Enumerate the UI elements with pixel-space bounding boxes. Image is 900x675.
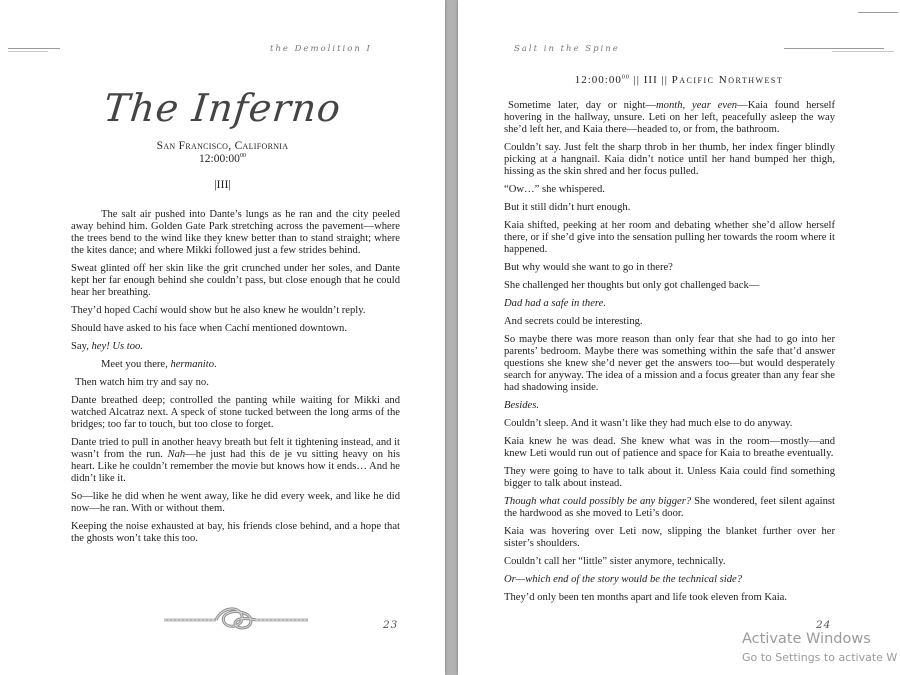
page-number: 23 bbox=[383, 619, 399, 631]
text-run: They’d hoped Cachí would show but he also knew he wouldn’t reply. bbox=[71, 305, 366, 316]
text-run: . bbox=[214, 359, 217, 370]
text-run: —Kaia found herself hovering in the hallway, unsure. Leti on her left, peacefully asleep the way she’d left her, and Kaia there—headed to, or from, the bathroom. bbox=[504, 100, 835, 135]
text-run: —he just had this de je vu sitting heavy on his heart. Like he couldn’t remember the movie but knows how it ends… And he didn’t like it. bbox=[71, 449, 400, 484]
text-run: Kaia knew he was dead. She knew what was in the room—mostly—and knew Leti would run out of patience and space for Kaia to breathe eventually. bbox=[504, 436, 835, 459]
paragraph bbox=[504, 100, 835, 136]
text-run: Then watch him try and say no. bbox=[75, 377, 209, 388]
paragraph bbox=[71, 323, 400, 335]
paragraph bbox=[504, 280, 835, 292]
paragraph bbox=[504, 202, 835, 214]
body-text bbox=[71, 209, 400, 551]
italic-text: month, year even bbox=[656, 100, 738, 111]
paragraph bbox=[504, 400, 835, 412]
paragraph bbox=[504, 298, 835, 310]
scene-part: || III || bbox=[633, 74, 668, 86]
text-run: She wondered, feet silent against the hardwood as she moved to Leti’s door. bbox=[504, 496, 835, 519]
paragraph bbox=[504, 184, 835, 196]
paragraph bbox=[71, 521, 400, 545]
paragraph bbox=[504, 316, 835, 328]
text-run: Keeping the noise exhausted at bay, his friends close behind, and a hope that the ghosts won’t take this too. bbox=[71, 521, 400, 544]
text-run: Kaia was hovering over Leti now, slipping the blanket further over her sister’s shoulders. bbox=[504, 526, 835, 549]
paragraph bbox=[504, 556, 835, 568]
italic-text: hermanito bbox=[170, 359, 214, 370]
text-run: Couldn’t say. Just felt the sharp throb in her thumb, her index finger blindly picking at a hangnail. Kaia didn’t notice until her hand bumped her thigh, hissing as the skin shred and her focus pulled. bbox=[504, 142, 835, 177]
paragraph bbox=[504, 142, 835, 178]
ornament-rule bbox=[784, 48, 884, 49]
text-run: Say, bbox=[71, 341, 92, 352]
ornament-rule bbox=[8, 51, 48, 52]
paragraph bbox=[504, 436, 835, 460]
paragraph bbox=[504, 496, 835, 520]
scene-region: Pacific Northwest bbox=[671, 74, 784, 86]
time-seconds: 00 bbox=[239, 153, 246, 160]
italic-text: hey! Us too. bbox=[91, 341, 143, 352]
text-run: The salt air pushed into Dante’s lungs as he ran and the city peeled away behind him. Golden Gate Park stretching across the pavement—where the trees bend to the wind like they knew better than to stand straight; where the kites dance; and where Mikki followed just a few strides behind. bbox=[71, 209, 400, 256]
text-run: Dante tried to pull in another heavy breath but felt it tightening instead, and it wasn’t from the run. bbox=[71, 437, 400, 460]
text-run: “Ow…” she whispered. bbox=[504, 184, 605, 195]
text-run: So—like he did when he went away, like he did every week, and like he did now—he ran. With or without them. bbox=[71, 491, 400, 514]
text-run: And secrets could be interesting. bbox=[504, 316, 643, 327]
paragraph bbox=[71, 305, 400, 317]
text-run: Dante breathed deep; controlled the panting while waiting for Mikki and watched Alcatraz next. A speck of stone tucked between the long arms of the bridges; too far to touch, but too close to forget. bbox=[71, 395, 400, 430]
body-text bbox=[504, 100, 835, 610]
chapter-location: San Francisco, California bbox=[156, 140, 289, 152]
paragraph bbox=[504, 574, 835, 586]
watermark-title: Activate Windows bbox=[742, 631, 871, 647]
italic-text: Besides. bbox=[504, 400, 540, 411]
text-run: Kaia shifted, peeking at her room and debating whether she’d allow herself there, or if she’d give into the sensation pulling her towards the room where it happened. bbox=[504, 220, 835, 255]
paragraph bbox=[71, 491, 400, 515]
text-run: Sometime later, day or night— bbox=[508, 100, 656, 111]
time-value: 12:00:00 bbox=[199, 153, 240, 165]
italic-text: Or—which end of the story would be the technical side? bbox=[504, 574, 743, 585]
paragraph bbox=[71, 263, 400, 299]
left-page bbox=[0, 0, 445, 675]
text-run: Couldn’t call her “little” sister anymore, technically. bbox=[504, 556, 726, 567]
text-run: But it still didn’t hurt enough. bbox=[504, 202, 631, 213]
paragraph bbox=[504, 334, 835, 394]
paragraph bbox=[71, 395, 400, 431]
rope-knot-ornament bbox=[162, 604, 310, 632]
ornament-rule bbox=[858, 12, 898, 13]
paragraph bbox=[504, 466, 835, 490]
paragraph bbox=[504, 262, 835, 274]
running-head: the Demolition I bbox=[270, 44, 372, 54]
scene-header bbox=[458, 74, 900, 86]
chapter-title: The Inferno bbox=[101, 86, 344, 130]
paragraph bbox=[71, 209, 400, 257]
ornament-rule bbox=[832, 51, 894, 52]
paragraph bbox=[71, 437, 400, 485]
italic-text: Though what could possibly be any bigger? bbox=[504, 496, 692, 507]
text-run: They’d only been ten months apart and life took eleven from Kaia. bbox=[504, 592, 787, 603]
paragraph bbox=[71, 341, 400, 353]
ornament-rule bbox=[8, 48, 60, 49]
paragraph bbox=[71, 377, 400, 389]
paragraph bbox=[504, 220, 835, 256]
scene-time: 12:00:00 bbox=[574, 74, 622, 86]
text-run: They were going to have to talk about it. Unless Kaia could find something bigger to talk about instead. bbox=[504, 466, 835, 489]
paragraph bbox=[504, 418, 835, 430]
running-head: Salt in the Spine bbox=[514, 44, 620, 54]
text-run: Should have asked to his face when Cachí mentioned downtown. bbox=[71, 323, 347, 334]
paragraph bbox=[504, 526, 835, 550]
italic-text: Nah bbox=[167, 449, 186, 460]
paragraph bbox=[504, 592, 835, 604]
chapter-time bbox=[0, 153, 445, 165]
text-run: So maybe there was more reason than only fear that she had to go into her parents’ bedroom. Maybe there was something within the safe that’d answer questions she knew she’d never get the answers too—but would desperately search for anyway. The idea of a mission and a focus greater than any fear she had shadowing inside. bbox=[504, 334, 835, 393]
right-page bbox=[458, 0, 900, 675]
scene-time-seconds: 00 bbox=[621, 74, 630, 81]
text-run: But why would she want to go in there? bbox=[504, 262, 673, 273]
italic-text: Dad had a safe in there. bbox=[504, 298, 607, 309]
paragraph bbox=[71, 359, 400, 371]
watermark-subtitle: Go to Settings to activate W bbox=[742, 651, 898, 664]
text-run: She challenged her thoughts but only got challenged back— bbox=[504, 280, 760, 291]
text-run: Couldn’t sleep. And it wasn’t like they had much else to do anyway. bbox=[504, 418, 793, 429]
page-number: 24 bbox=[816, 619, 832, 631]
text-run: Sweat glinted off her skin like the grit crunched under her soles, and Dante kept her far enough behind she couldn’t pass, but close enough that he could hear her breathing. bbox=[71, 263, 400, 298]
part-marker: |III| bbox=[214, 177, 231, 191]
text-run: Meet you there, bbox=[101, 359, 171, 370]
